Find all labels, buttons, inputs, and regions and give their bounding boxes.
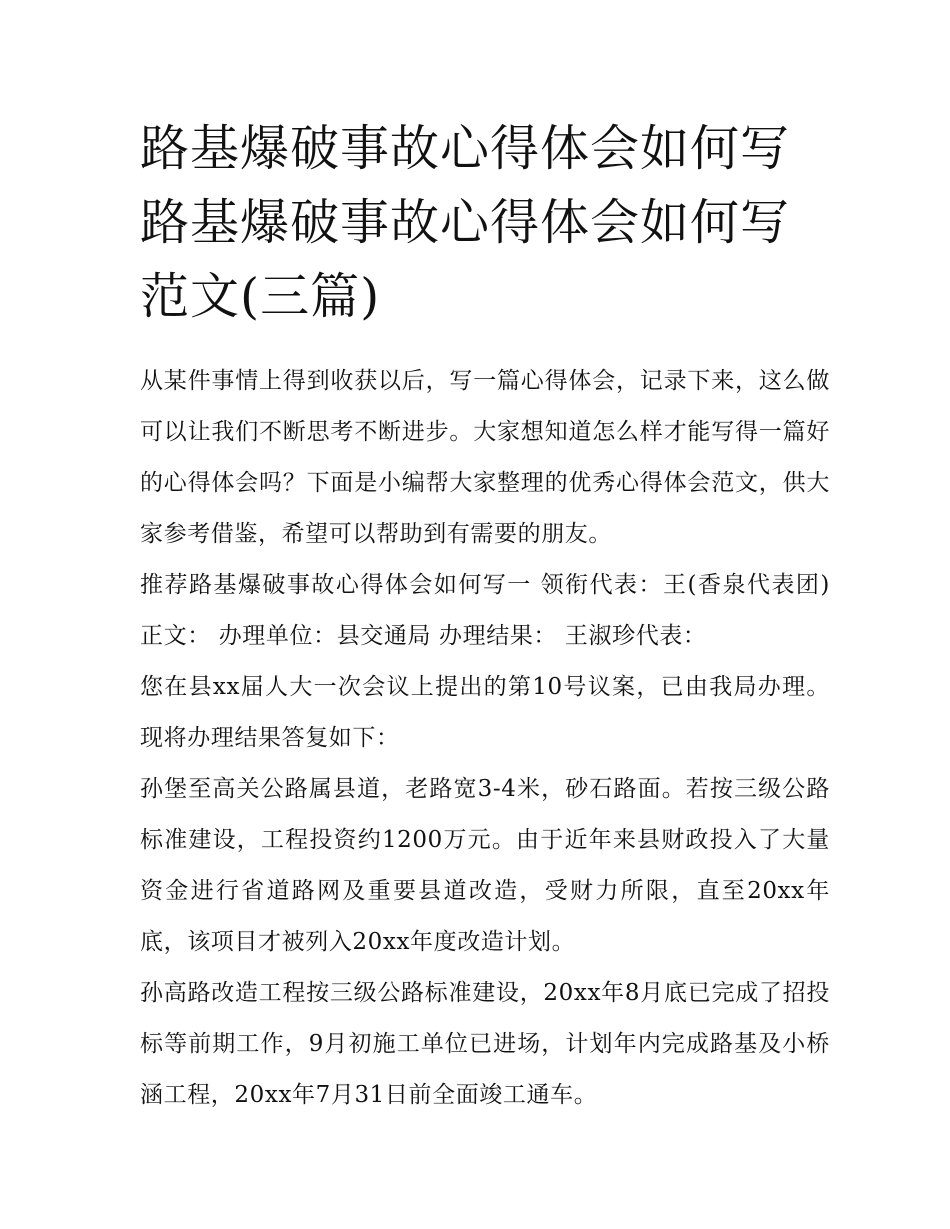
- title-line-1: 路基爆破事故心得体会如何写: [140, 120, 791, 177]
- paragraph-road-background: 孙堡至高关公路属县道，老路宽3-4米，砂石路面。若按三级公路标准建设，工程投资约1200万元。由于近年来县财政投入了大量资金进行省道路网及重要县道改造，受财力所限，直至20xx年底，该项目才被列入20xx年度改造计划。: [140, 776, 830, 955]
- paragraph-reply-opening: 您在县xx届人大一次会议上提出的第10号议案，已由我局办理。现将办理结果答复如下：: [140, 674, 830, 751]
- document-body: [140, 356, 830, 1121]
- paragraph-recommend: 推荐路基爆破事故心得体会如何写一 领衔代表：王(香泉代表团) 正文： 办理单位：县交通局 办理结果： 王淑珍代表：: [140, 572, 830, 649]
- title-line-3: 范文(三篇): [140, 268, 381, 325]
- title-line-2: 路基爆破事故心得体会如何写: [140, 194, 791, 251]
- paragraph-construction-plan: 孙高路改造工程按三级公路标准建设，20xx年8月底已完成了招投标等前期工作，9月初施工单位已进场，计划年内完成路基及小桥涵工程，20xx年7月31日前全面竣工通车。: [140, 980, 830, 1108]
- document-title: [140, 112, 820, 334]
- paragraph-intro: 从某件事情上得到收获以后，写一篇心得体会，记录下来，这么做可以让我们不断思考不断进步。大家想知道怎么样才能写得一篇好的心得体会吗？下面是小编帮大家整理的优秀心得体会范文，供大家参考借鉴，希望可以帮助到有需要的朋友。: [140, 368, 830, 547]
